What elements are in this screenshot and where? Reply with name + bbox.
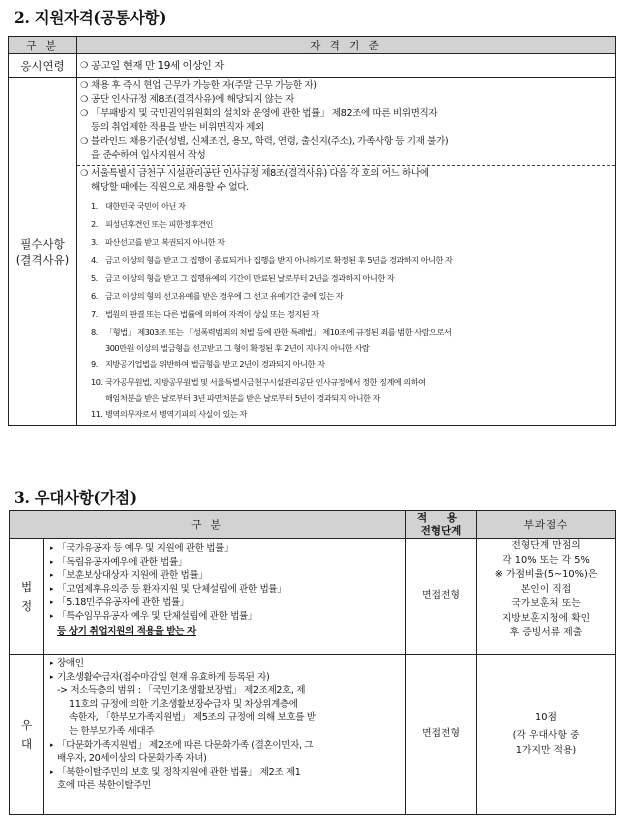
circle-bullet-icon: ❍ [80, 137, 88, 147]
item-text: 피성년후견인 또는 피한정후견인 [105, 219, 213, 229]
preferred-text: 는 한부모가족 세대주 [69, 725, 155, 737]
header-criteria: 자 격 기 준 [77, 37, 616, 54]
disqualification-item [77, 323, 615, 341]
preference-table [9, 510, 616, 815]
indent-spacer [46, 698, 57, 712]
disqualification-item [77, 373, 615, 391]
statutory-summary: 등 상기 취업지원의 적용을 받는 자 [57, 625, 196, 637]
preferred-line [46, 752, 403, 766]
item-text: 법원의 판결 또는 다른 법률에 의하여 자격이 상실 또는 정지된 자 [105, 309, 319, 319]
triangle-bullet-icon: ▸ [49, 598, 54, 607]
preferred-line [46, 739, 403, 753]
required-label [9, 78, 77, 426]
preferred-text: 장애인 [57, 658, 84, 669]
item-text: 대한민국 국민이 아닌 자 [105, 201, 186, 211]
item-text-cont: 해임처분을 받은 날로부터 3년 파면처분을 받은 날로부터 5년이 경과되지 아니한 자 [105, 393, 380, 403]
item-number: 8. [91, 327, 98, 337]
statutory-points-lines [477, 539, 615, 641]
preferred-points-line: (각 우대사항 중 [512, 730, 580, 742]
preferred-points [477, 655, 616, 815]
requirement-item [77, 93, 615, 107]
preferred-line [46, 684, 403, 698]
item-number: 11. [91, 409, 103, 419]
item-text: 파산선고를 받고 복권되지 아니한 자 [105, 237, 225, 247]
indent-spacer [46, 711, 57, 725]
statutory-label [10, 539, 44, 655]
preferred-line [46, 698, 403, 712]
preferred-line [46, 779, 403, 793]
triangle-bullet-icon: ▸ [49, 672, 54, 681]
preferred-text: 「북한이탈주민의 보호 및 정착지원에 관한 법률」 제2조 제1 [57, 766, 301, 778]
preferred-line [46, 671, 403, 685]
statutory-law-item [46, 596, 403, 610]
item-text-cont: 300만원 이상의 벌금형을 선고받고 그 형이 확정된 후 2년이 지나지 아니한 사람 [105, 343, 370, 353]
statutory-points-line: 전형단계 만점의 [511, 540, 581, 551]
requirement-item [77, 79, 615, 93]
statutory-law-item [46, 569, 403, 583]
triangle-bullet-icon: ▸ [49, 740, 54, 749]
preferred-text: 「다문화가족지원법」 제2조에 따른 다문화가족 (결혼이민자, 그 [57, 739, 314, 751]
statutory-law-text: 「특수임무유공자 예우 및 단체설립에 관한 법률」 [57, 610, 258, 622]
age-cell [77, 54, 616, 78]
age-label: 응시연령 [9, 54, 77, 78]
triangle-bullet-icon: ▸ [49, 767, 54, 776]
preferred-line [46, 657, 403, 671]
indent-spacer [46, 725, 57, 739]
item-number: 4. [91, 255, 98, 265]
statutory-law-text: 「보훈보상대상자 지원에 관한 법률」 [57, 570, 208, 582]
statutory-items [46, 542, 403, 624]
preferred-points-line: 10점 [535, 711, 557, 723]
disqualification-item [77, 269, 615, 287]
indent-spacer [46, 779, 57, 793]
statutory-law-item [46, 583, 403, 597]
item-text: 국가공무원법, 지방공무원법 및 서울특별시금천구시설관리공단 인사규정에서 정한 징계에 의하여 [105, 377, 426, 387]
preferred-text: 속한자, 「한부모가족지원법」 제5조의 규정에 의해 보호를 받 [69, 712, 316, 724]
statutory-law-text: 「고엽제후유의증 등 환자지원 및 단체설립에 관한 법률」 [57, 583, 287, 595]
indent-spacer [46, 752, 57, 766]
circle-bullet-icon: ❍ [80, 60, 88, 71]
item-text: 지방공기업법을 위반하여 벌금형을 받고 2년이 경과되지 아니한 자 [105, 359, 325, 369]
requirement-text: 채용 후 즉시 현업 근무가 가능한 자(주말 근무 가능한 자) [91, 80, 317, 91]
item-number: 9. [91, 359, 98, 369]
item-text: 금고 이상의 형의 선고유예를 받은 경우에 그 선고 유예기간 중에 있는 자 [105, 291, 343, 301]
disqualification-block [77, 165, 615, 423]
statutory-label-char2: 정 [20, 598, 33, 613]
item-number: 5. [91, 273, 98, 283]
disqualification-item [77, 305, 615, 323]
circle-bullet-icon: ❍ [80, 169, 88, 179]
disqualification-item [77, 287, 615, 305]
disq-intro-line2: 해당할 때에는 직원으로 채용할 수 없다. [91, 182, 249, 193]
header-category: 구 분 [9, 37, 77, 54]
statutory-law-text: 「독립유공자예우에 관한 법률」 [57, 556, 188, 568]
item-number: 6. [91, 291, 98, 301]
pref-header-category: 구 분 [10, 511, 406, 539]
age-text: 공고일 현재 만 19세 이상인 자 [91, 59, 224, 72]
disqualification-items [77, 197, 615, 423]
preferred-cell [44, 655, 406, 815]
disqualification-item [77, 197, 615, 215]
preferred-text: 호에 따른 북한이탈주민 [57, 780, 151, 792]
pref-header-points: 부과점수 [477, 511, 616, 539]
requirement-text: 공단 인사규정 제8조(결격사유)에 해당되지 않는 자 [91, 94, 294, 105]
required-cell [77, 78, 616, 426]
item-text: 병역의무자로서 병역기피의 사실이 있는 자 [105, 409, 247, 419]
requirement-item [77, 135, 615, 149]
triangle-bullet-icon: ▸ [49, 584, 54, 593]
triangle-bullet-icon: ▸ [49, 557, 54, 566]
statutory-label-char1: 법 [20, 579, 33, 594]
statutory-stage: 면접전형 [406, 539, 477, 655]
circle-bullet-icon: ❍ [80, 95, 88, 105]
preferred-stage: 면접전형 [406, 655, 477, 815]
required-label-line2: (결격사유) [15, 252, 70, 267]
item-number: 10. [91, 377, 103, 387]
circle-bullet-icon: ❍ [80, 109, 88, 119]
triangle-bullet-icon: ▸ [49, 659, 54, 667]
required-label-line1: 필수사항 [20, 236, 65, 251]
statutory-points-line: 각 10% 또는 각 5% [502, 554, 590, 566]
qualification-table [8, 36, 616, 426]
item-text: 「형법」 제303조 또는 「성폭력범죄의 처벌 등에 관한 특례법」 제10조에 규정된 죄를 범한 사람으로서 [105, 327, 452, 337]
statutory-law-item [46, 610, 403, 624]
statutory-points-line: 국가보훈처 또는 [511, 598, 581, 609]
preferred-items [46, 657, 403, 793]
disqualification-item [77, 233, 615, 251]
preferred-points-line: 1가지만 적용) [515, 744, 577, 756]
disqualification-item [77, 355, 615, 373]
statutory-law-text: 「국가유공자 등 예우 및 지원에 관한 법률」 [57, 543, 234, 554]
disqualification-item [77, 215, 615, 233]
section2-title: 2. 지원자격(공통사항) [14, 8, 167, 27]
preferred-label-char2: 대 [20, 736, 33, 751]
statutory-points-line: ※ 가점비율(5~10%)은 [494, 569, 598, 580]
circle-bullet-icon: ❍ [80, 81, 88, 91]
preferred-text: 11호의 규정에 의한 기초생활보장수급자 및 차상위계층에 [69, 698, 298, 710]
statutory-law-text: 「5.18민주유공자에 관한 법률」 [57, 597, 190, 609]
requirement-text-cont: 등의 취업제한 적용을 받는 비위면직자 제외 [91, 122, 264, 133]
item-text: 금고 이상의 형을 받고 그 집행유예의 기간이 만료된 날로부터 2년을 경과하지 아니한 자 [105, 273, 395, 283]
statutory-cell [44, 539, 406, 655]
preferred-line [46, 725, 403, 739]
required-bullets [77, 79, 615, 163]
item-number: 1. [91, 201, 98, 211]
pref-header-stage-line2: 전형단계 [420, 524, 462, 537]
triangle-bullet-icon: ▸ [49, 544, 54, 552]
statutory-law-item [46, 556, 403, 570]
disq-intro-line1: 서울특별시 금천구 시설관리공단 인사규정 제8조(결격사유) 다음 각 호의 어느 하나에 [91, 168, 429, 179]
requirement-text-cont: 을 준수하여 입사지원서 작성 [91, 150, 206, 161]
disqualification-item [77, 405, 615, 423]
pref-header-stage [406, 511, 477, 539]
requirement-item [77, 107, 615, 121]
statutory-points [477, 539, 616, 655]
triangle-bullet-icon: ▸ [49, 611, 54, 620]
triangle-bullet-icon: ▸ [49, 571, 54, 580]
preferred-line [46, 766, 403, 780]
item-text: 금고 이상의 형을 받고 그 집행이 종료되거나 집행을 받지 아니하기로 확정된 후 5년을 경과하지 아니한 자 [105, 255, 453, 265]
preferred-points-lines [477, 711, 615, 759]
requirement-text: 「부패방지 및 국민권익위원회의 설치와 운영에 관한 법률」 제82조에 따른 비위면직자 [91, 108, 438, 119]
preferred-label [10, 655, 44, 815]
item-number: 3. [91, 237, 98, 247]
preferred-text: -> 저소득층의 범위 : 「국민기초생활보장법」 제2조제2호, 제 [57, 685, 306, 697]
indent-spacer [46, 684, 57, 698]
item-number: 2. [91, 219, 98, 229]
statutory-points-line: 본인이 직접 [520, 583, 572, 595]
statutory-points-line: 후 증빙서류 제출 [509, 627, 583, 638]
statutory-points-line: 지방보훈지청에 확인 [501, 612, 591, 624]
requirement-text: 블라인드 채용기준(성별, 신체조건, 용모, 학력, 연령, 출신지(주소), 가족사항 등 기재 불가) [91, 136, 449, 147]
pref-header-stage-line1: 적 용 [417, 511, 465, 524]
preferred-line [46, 711, 403, 725]
preferred-text: 배우자, 20세이상의 다문화가족 자녀) [57, 753, 207, 765]
preferred-label-char1: 우 [20, 717, 33, 732]
statutory-law-item [46, 542, 403, 556]
section3-title: 3. 우대사항(가점) [14, 488, 137, 507]
preferred-text: 기초생활수급자(접수마감일 현재 유효하게 등록된 자) [57, 671, 270, 683]
disqualification-item [77, 251, 615, 269]
item-number: 7. [91, 309, 98, 319]
